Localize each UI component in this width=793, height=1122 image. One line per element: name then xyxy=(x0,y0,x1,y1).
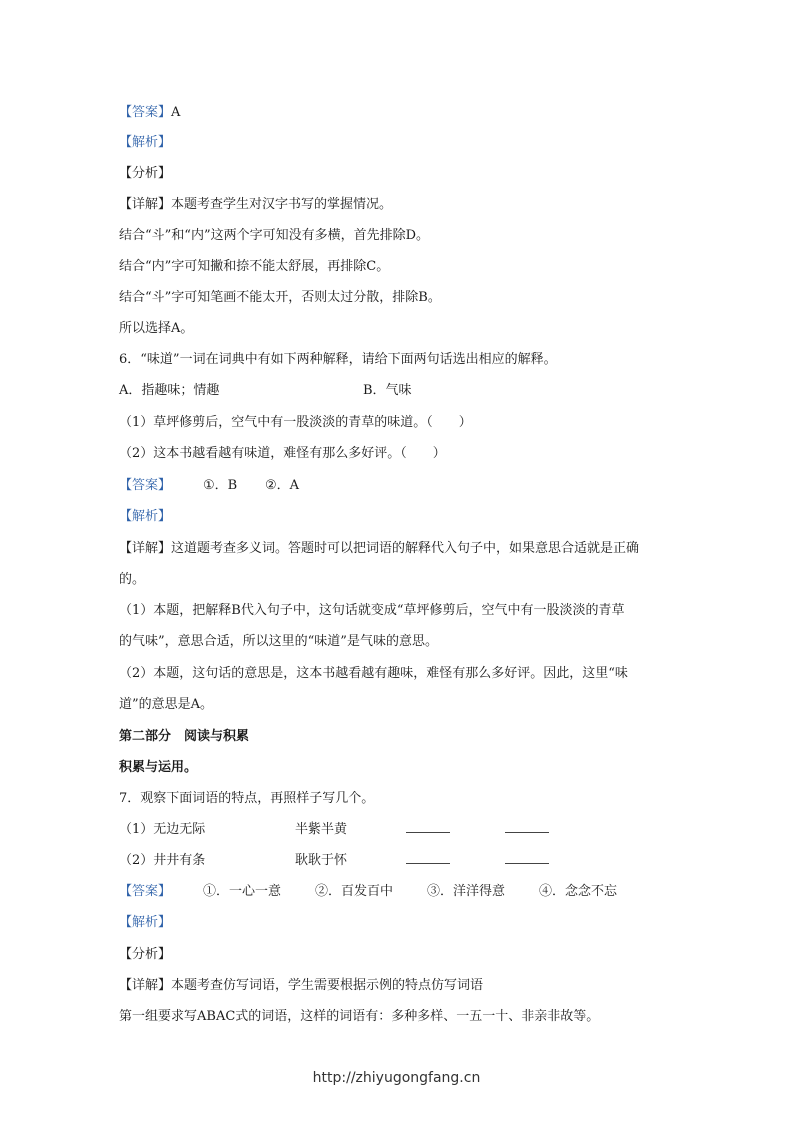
paragraph-line: （1）本题，把解释B代入句子中，这句话就变成“草坪修剪后，空气中有一股淡淡的青草 xyxy=(119,603,625,618)
answer-2: ②．百发百中 xyxy=(315,884,394,899)
answer-1: ①．一心一意 xyxy=(203,884,282,899)
paragraph-line: 结合“内”字可知撇和捺不能太舒展，再排除C。 xyxy=(119,259,390,274)
paragraph-line: 结合“斗”和“内”这两个字可知没有多横，首先排除D。 xyxy=(119,228,430,243)
paragraph-line: 道”的意思是A。 xyxy=(119,697,214,712)
word-row-2 xyxy=(119,851,599,871)
sentence-2: （2）这本书越看越有味道，难怪有那么多好评。（ ） xyxy=(119,446,446,461)
detail-text: 本题考查仿写词语，学生需要根据示例的特点仿写词语 xyxy=(171,978,484,993)
option-b: B．气味 xyxy=(363,383,412,398)
options-row xyxy=(119,381,679,401)
answer-line xyxy=(119,882,679,902)
detail-tag: 【详解】 xyxy=(119,541,172,556)
paragraph-line: （2）本题，这句话的意思是，这本书越看越有趣味，难怪有那么多好评。因此，这里“味 xyxy=(119,666,628,681)
question-7: 7．观察下面词语的特点，再照样子写几个。 xyxy=(119,791,375,806)
answer-tag: 【答案】 xyxy=(119,478,172,493)
answer-blank[interactable] xyxy=(406,820,450,840)
paragraph-line: 所以选择A。 xyxy=(119,321,194,336)
answer-line xyxy=(119,476,519,496)
row-example: 半紫半黄 xyxy=(295,822,348,837)
answer-value: A xyxy=(171,105,181,120)
sentence-1: （1）草坪修剪后，空气中有一股淡淡的青草的味道。（ ） xyxy=(119,415,472,430)
answer-4: ④．念念不忘 xyxy=(539,884,618,899)
question-6: 6．“味道”一词在词典中有如下两种解释，请给下面两句话选出相应的解释。 xyxy=(119,352,557,367)
analysis-tag: 【解析】 xyxy=(119,509,172,524)
analysis-tag: 【解析】 xyxy=(119,915,172,930)
detail-tag: 【详解】 xyxy=(119,978,172,993)
answer-1: ①．B xyxy=(203,478,238,493)
detail-tag: 【详解】 xyxy=(119,197,172,212)
answer-blank[interactable] xyxy=(406,851,450,871)
analysis-tag: 【解析】 xyxy=(119,135,172,150)
detail-line xyxy=(119,976,483,996)
paragraph-line: 第一组要求写ABAC式的词语，这样的词语有：多种多样、一五一十、非亲非故等。 xyxy=(119,1009,600,1024)
section-subheading: 积累与运用。 xyxy=(119,760,198,775)
row-label: （2）井井有条 xyxy=(119,853,206,868)
detail-line xyxy=(119,195,392,215)
word-row-1 xyxy=(119,820,599,840)
footer-url[interactable]: http://zhiyugongfang.cn xyxy=(312,1070,481,1086)
section-heading: 第二部分 阅读与积累 xyxy=(119,729,250,744)
row-example: 耿耿于怀 xyxy=(295,853,348,868)
answer-tag: 【答案】 xyxy=(119,105,172,120)
detail-text: 本题考查学生对汉字书写的掌握情况。 xyxy=(171,197,393,212)
answer-tag: 【答案】 xyxy=(119,884,172,899)
fenxi-tag: 【分析】 xyxy=(119,166,172,181)
detail-line xyxy=(119,539,639,559)
paragraph-line: 结合“斗”字可知笔画不能太开，否则太过分散，排除B。 xyxy=(119,290,441,305)
paragraph-line: 的。 xyxy=(119,572,146,587)
answer-3: ③．洋洋得意 xyxy=(427,884,506,899)
answer-blank[interactable] xyxy=(505,851,549,871)
answer-2: ②．A xyxy=(265,478,300,493)
row-label: （1）无边无际 xyxy=(119,822,206,837)
option-a: A．指趣味；情趣 xyxy=(119,383,220,398)
answer-line xyxy=(119,103,180,123)
fenxi-tag: 【分析】 xyxy=(119,947,172,962)
answer-blank[interactable] xyxy=(505,820,549,840)
detail-text: 这道题考查多义词。答题时可以把词语的解释代入句子中，如果意思合适就是正确 xyxy=(171,541,640,556)
paragraph-line: 的气味”，意思合适，所以这里的“味道”是气味的意思。 xyxy=(119,634,438,649)
